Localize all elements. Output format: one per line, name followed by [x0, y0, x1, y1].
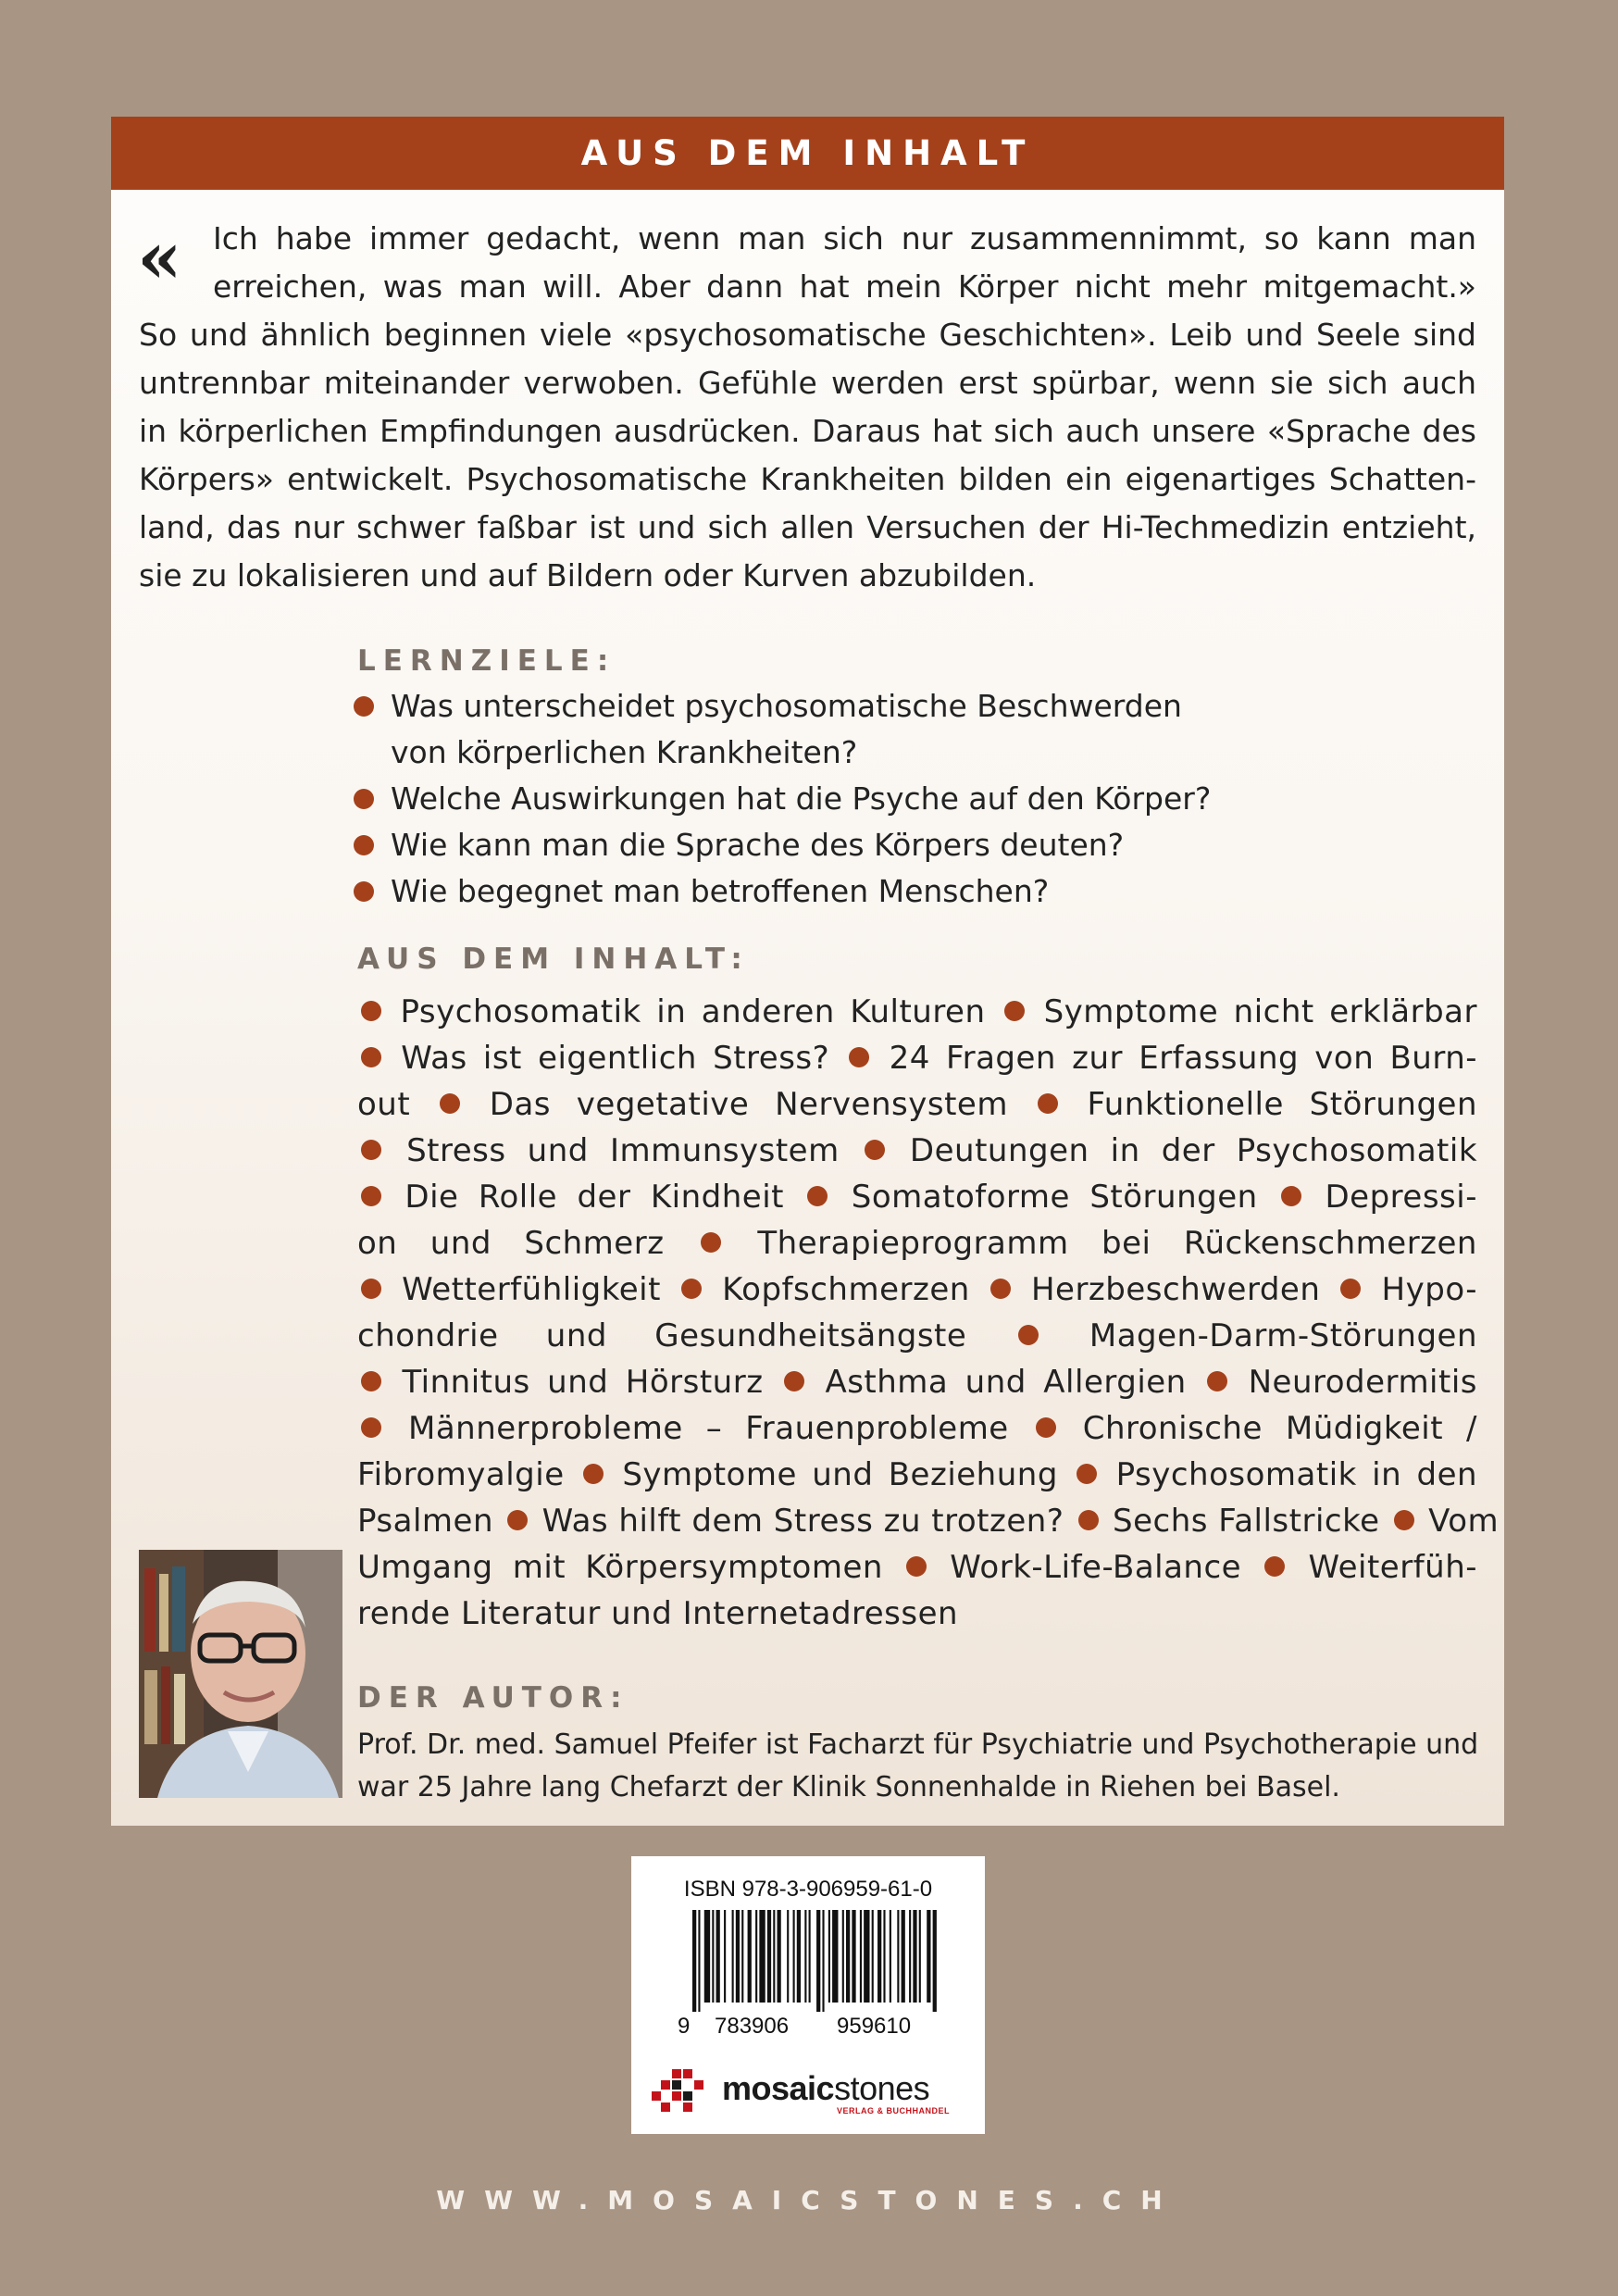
publisher-name-bold: mosaic	[722, 2069, 835, 2107]
contents-topic: Work-Life-Balance	[950, 1549, 1242, 1586]
barcode-bar	[902, 1910, 905, 2003]
barcode-bar	[797, 1910, 801, 2003]
contents-topic: Depressi-	[1325, 1179, 1477, 1216]
contents-line	[357, 1405, 1477, 1452]
barcode-bar	[787, 1910, 789, 2003]
barcode-bar	[704, 1910, 710, 2003]
bullet-icon	[361, 1279, 381, 1299]
contents-list	[357, 989, 1500, 1637]
mosaic-tiles-icon	[652, 2067, 713, 2114]
bullet-icon	[701, 1232, 721, 1253]
goal-item	[354, 683, 1464, 776]
barcode-bar	[724, 1910, 726, 2003]
contents-topic: on und Schmerz	[357, 1225, 665, 1262]
barcode-bar	[809, 1910, 811, 2003]
publisher-subtitle: VERLAG & BUCHHANDEL	[837, 2106, 950, 2115]
intro-line: untrennbar miteinander verwoben. Gefühle werden erst spürbar, wenn sie sich auch	[139, 365, 1476, 401]
barcode-digits-left: 783906	[715, 2014, 790, 2039]
bullet-icon	[1018, 1325, 1039, 1345]
barcode-bar	[712, 1910, 714, 2003]
contents-line	[357, 1220, 1477, 1267]
header-title: AUS DEM INHALT	[111, 117, 1504, 190]
contents-topic: Symptome und Beziehung	[622, 1456, 1058, 1493]
author-portrait-illustration	[139, 1550, 342, 1798]
bullet-icon	[583, 1464, 604, 1484]
barcode-bar	[909, 1910, 911, 2003]
bullet-icon	[1207, 1371, 1227, 1391]
contents-topic: Kopfschmerzen	[722, 1271, 970, 1308]
contents-topic: Männerprobleme – Frauenprobleme	[407, 1410, 1009, 1447]
bullet-icon	[1281, 1186, 1301, 1206]
intro-paragraph	[139, 215, 1476, 600]
intro-line: in körperlichen Empfindungen ausdrücken. Daraus hat sich auch unsere «Sprache des	[139, 413, 1476, 449]
barcode-bar	[732, 1910, 734, 2003]
author-bio-line: war 25 Jahre lang Chefarzt der Klinik Sonnenhalde in Riehen bei Basel.	[357, 1771, 1340, 1803]
barcode-bar	[933, 1910, 937, 2012]
bullet-icon	[849, 1047, 869, 1067]
contents-line	[357, 989, 1477, 1035]
goal-text: Wie begegnet man betroffenen Menschen?	[391, 873, 1050, 909]
bullet-icon	[354, 835, 374, 855]
goal-text: Wie kann man die Sprache des Körpers deuten?	[391, 827, 1125, 863]
contents-topic: Somatoforme Störungen	[851, 1179, 1258, 1216]
publisher-logo	[652, 2067, 966, 2119]
bullet-icon	[1038, 1093, 1058, 1114]
bullet-icon	[1004, 1001, 1025, 1021]
intro-line: Ich habe immer gedacht, wenn man sich nur zusammennimmt, so kann man	[213, 220, 1476, 256]
barcode-digits-right: 959610	[837, 2014, 912, 2039]
barcode-bar	[773, 1910, 775, 2003]
contents-line	[357, 1313, 1477, 1359]
barcode-bar	[716, 1910, 720, 2003]
goal-item	[354, 868, 1464, 915]
intro-line: sie zu lokalisieren und auf Bildern oder Kurven abzubilden.	[139, 557, 1037, 593]
bullet-icon	[784, 1371, 804, 1391]
barcode-bar	[748, 1910, 752, 2003]
goal-text: Welche Auswirkungen hat die Psyche auf den Körper?	[391, 780, 1212, 817]
barcode-bar	[852, 1910, 855, 2003]
contents-topic: Wetterfühligkeit	[402, 1271, 661, 1308]
contents-topic: Deutungen in der Psychosomatik	[909, 1132, 1478, 1169]
barcode-bar	[755, 1910, 757, 2003]
contents-topic: Chronische Müdigkeit /	[1082, 1410, 1477, 1447]
barcode-bar	[778, 1910, 781, 2003]
contents-heading: AUS DEM INHALT:	[357, 942, 750, 976]
intro-line: So und ähnlich beginnen viele «psychosomatische Geschichten». Leib und Seele sind	[139, 317, 1476, 353]
barcode	[692, 1910, 939, 2012]
isbn-number: ISBN 978-3-906959-61-0	[683, 1877, 933, 1902]
barcode-bar	[832, 1910, 838, 2003]
contents-line	[357, 1359, 1477, 1405]
barcode-bar	[793, 1910, 795, 2003]
publisher-name	[722, 2069, 929, 2108]
learning-goals-list	[354, 683, 1464, 915]
bullet-icon	[361, 1417, 381, 1438]
bullet-icon	[1264, 1556, 1285, 1577]
barcode-bar	[860, 1910, 862, 2003]
bullet-icon	[807, 1186, 828, 1206]
author-photo	[139, 1550, 342, 1798]
contents-line	[357, 1498, 1500, 1544]
contents-topic: Tinnitus und Hörsturz	[402, 1364, 764, 1401]
intro-line: erreichen, was man will. Aber dann hat mein Körper nicht mehr mitgemacht.»	[213, 268, 1476, 305]
author-bio-line: Prof. Dr. med. Samuel Pfeifer ist Facharzt für Psychiatrie und Psychotherapie und	[357, 1728, 1479, 1761]
barcode-bar	[692, 1910, 696, 2012]
bullet-icon	[361, 1186, 381, 1206]
goal-item	[354, 776, 1464, 822]
bullet-icon	[906, 1556, 927, 1577]
bullet-icon	[354, 881, 374, 902]
barcode-bar	[864, 1910, 869, 2003]
author-heading: DER AUTOR:	[357, 1681, 629, 1715]
barcode-bar	[883, 1910, 885, 2003]
contents-topic: Symptome nicht erklärbar	[1043, 993, 1477, 1030]
contents-topic: Was ist eigentlich Stress?	[401, 1040, 830, 1077]
contents-line	[357, 1591, 1477, 1637]
barcode-bar	[897, 1910, 899, 2003]
barcode-bar	[872, 1910, 874, 2003]
bullet-icon	[354, 789, 374, 809]
bullet-icon	[1394, 1510, 1414, 1530]
contents-topic: Fibromyalgie	[357, 1456, 565, 1493]
bullet-icon	[361, 1001, 381, 1021]
contents-topic: Sechs Fallstricke	[1113, 1503, 1380, 1540]
barcode-bar	[822, 1910, 824, 2012]
contents-topic: Psychosomatik in anderen Kulturen	[400, 993, 986, 1030]
bullet-icon	[354, 696, 374, 717]
contents-topic: Vom	[1428, 1503, 1500, 1540]
contents-topic: Umgang mit Körpersymptomen	[357, 1549, 883, 1586]
contents-topic: out	[357, 1086, 411, 1123]
barcode-bar	[816, 1910, 820, 2012]
goal-text: von körperlichen Krankheiten?	[391, 734, 858, 770]
barcode-bar	[736, 1910, 740, 2003]
bullet-icon	[681, 1279, 702, 1299]
bullet-icon	[865, 1140, 885, 1160]
contents-topic: Psychosomatik in den	[1115, 1456, 1478, 1493]
barcode-bar	[927, 1910, 930, 2003]
contents-line	[357, 1035, 1477, 1081]
barcode-bar	[877, 1910, 881, 2003]
contents-line	[357, 1267, 1477, 1313]
barcode-bar	[842, 1910, 844, 2003]
opening-guillemet: «	[137, 216, 182, 300]
contents-topic: Die Rolle der Kindheit	[404, 1179, 784, 1216]
contents-line	[357, 1452, 1477, 1498]
website-url[interactable]: WWW.MOSAICSTONES.CH	[436, 2185, 1182, 2215]
bullet-icon	[990, 1279, 1011, 1299]
barcode-digit-first: 9	[678, 2014, 691, 2039]
bullet-icon	[1036, 1417, 1056, 1438]
contents-topic: Asthma und Allergien	[825, 1364, 1187, 1401]
contents-topic: Stress und Immunsystem	[406, 1132, 840, 1169]
publisher-name-regular: stones	[834, 2069, 930, 2107]
bullet-icon	[1078, 1510, 1099, 1530]
barcode-bar	[846, 1910, 850, 2003]
contents-topic: rende Literatur und Internetadressen	[357, 1595, 959, 1632]
barcode-bar	[759, 1910, 765, 2003]
barcode-bar	[828, 1910, 830, 2003]
contents-topic: Das vegetative Nervensystem	[489, 1086, 1008, 1123]
bullet-icon	[1077, 1464, 1097, 1484]
content-panel	[111, 117, 1504, 1826]
contents-topic: Hypo-	[1381, 1271, 1478, 1308]
contents-line	[357, 1128, 1477, 1174]
barcode-bar	[698, 1910, 700, 2012]
contents-topic: Neurodermitis	[1248, 1364, 1477, 1401]
barcode-bar	[804, 1910, 806, 2003]
bullet-icon	[361, 1371, 381, 1391]
contents-line	[357, 1174, 1477, 1220]
barcode-bar	[913, 1910, 916, 2003]
contents-topic: Therapieprogramm bei Rückenschmerzen	[757, 1225, 1477, 1262]
goal-text: Was unterscheidet psychosomatische Beschwerden	[391, 688, 1182, 724]
learning-goals-heading: LERNZIELE:	[357, 644, 616, 678]
bullet-icon	[1340, 1279, 1361, 1299]
barcode-bar	[919, 1910, 921, 2003]
contents-topic: Was hilft dem Stress zu trotzen?	[541, 1503, 1064, 1540]
contents-topic: Funktionelle Störungen	[1087, 1086, 1478, 1123]
barcode-bar	[741, 1910, 743, 2003]
isbn-box	[631, 1856, 985, 2134]
contents-topic: Weiterfüh-	[1308, 1549, 1478, 1586]
intro-line: Körpers» entwickelt. Psychosomatische Krankheiten bilden ein eigenartiges Schatten-	[139, 461, 1476, 497]
barcode-bar	[890, 1910, 891, 2003]
contents-topic: chondrie und Gesundheitsängste	[357, 1317, 967, 1354]
author-bio	[357, 1724, 1479, 1809]
contents-topic: Herzbeschwerden	[1030, 1271, 1321, 1308]
bullet-icon	[361, 1047, 381, 1067]
barcode-bar	[767, 1910, 771, 2003]
bullet-icon	[507, 1510, 528, 1530]
contents-topic: Psalmen	[357, 1503, 493, 1540]
bullet-icon	[440, 1093, 460, 1114]
contents-line	[357, 1081, 1477, 1128]
contents-topic: 24 Fragen zur Erfassung von Burn-	[889, 1040, 1478, 1077]
goal-item	[354, 822, 1464, 868]
intro-line: land, das nur schwer faßbar ist und sich allen Versuchen der Hi-Techmedizin entzieht,	[139, 509, 1476, 545]
contents-line	[357, 1544, 1477, 1591]
contents-topic: Magen-Darm-Störungen	[1089, 1317, 1477, 1354]
bullet-icon	[361, 1140, 381, 1160]
